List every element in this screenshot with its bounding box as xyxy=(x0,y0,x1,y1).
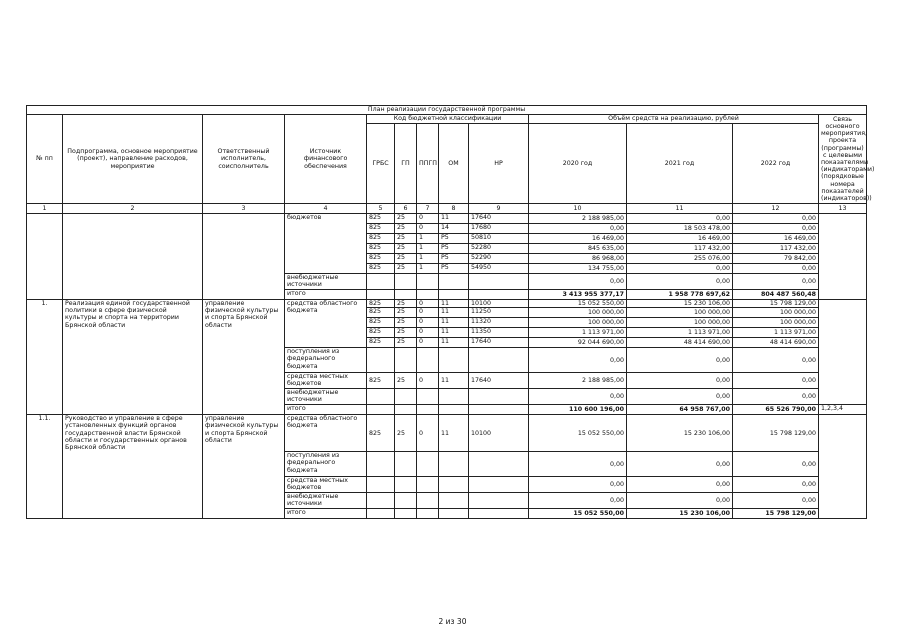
cell-nr: 17640 xyxy=(469,214,529,224)
cell-2022: 804 487 560,48 xyxy=(733,290,819,300)
cell-gp: 25 xyxy=(395,338,417,348)
table-row xyxy=(27,300,867,308)
cell-2021: 0,00 xyxy=(627,493,733,509)
cell-2021: 0,00 xyxy=(627,452,733,477)
cell-2020: 15 052 550,00 xyxy=(529,415,627,452)
cell-2022: 48 414 690,00 xyxy=(733,338,819,348)
cell-2022: 100 000,00 xyxy=(733,308,819,318)
cell-2020: 1 113 971,00 xyxy=(529,328,627,338)
cell-gp: 25 xyxy=(395,308,417,318)
cell-2020: 16 469,00 xyxy=(529,234,627,244)
cell-2022: 0,00 xyxy=(733,224,819,234)
cell-2021: 16 469,00 xyxy=(627,234,733,244)
cell-om: 11 xyxy=(439,338,469,348)
cell-gp: 25 xyxy=(395,328,417,338)
cell-grbs: 825 xyxy=(367,415,395,452)
cell-2020: 110 600 196,00 xyxy=(529,405,627,415)
cell-gp: 25 xyxy=(395,254,417,264)
cell-link xyxy=(819,214,867,300)
cell-2021: 64 958 767,00 xyxy=(627,405,733,415)
cell-2022: 0,00 xyxy=(733,477,819,493)
cell-2021: 0,00 xyxy=(627,373,733,389)
cell-responsible: управление физической культуры и спорта Брянской области xyxy=(203,300,285,415)
cell-source: средства местных бюджетов xyxy=(285,477,367,493)
cell-pp: 1 xyxy=(417,234,439,244)
cell-source: внебюджетные источники xyxy=(285,389,367,405)
cell-grbs: 825 xyxy=(367,300,395,308)
cell-2022: 0,00 xyxy=(733,348,819,373)
header-om: ОМ xyxy=(439,124,469,204)
cell-2022: 0,00 xyxy=(733,214,819,224)
cell-pp: 0 xyxy=(417,415,439,452)
cell-2022: 16 469,00 xyxy=(733,234,819,244)
cell-2022: 1 113 971,00 xyxy=(733,328,819,338)
cell-2021: 100 000,00 xyxy=(627,318,733,328)
cell-responsible: управление физической культуры и спорта Брянской области xyxy=(203,415,285,519)
cell-2021: 18 503 478,00 xyxy=(627,224,733,234)
table-row xyxy=(27,415,867,452)
header-source: Источник финансового обеспечения xyxy=(285,115,367,204)
col-number: 12 xyxy=(733,204,819,214)
cell-2022: 0,00 xyxy=(733,264,819,274)
cell-gp: 25 xyxy=(395,214,417,224)
cell-gp: 25 xyxy=(395,244,417,254)
page-number: 2 из 30 xyxy=(438,617,467,626)
cell-gp: 25 xyxy=(395,264,417,274)
table-title: План реализации государственной программы xyxy=(27,106,867,115)
cell-2020: 92 044 690,00 xyxy=(529,338,627,348)
col-number: 9 xyxy=(469,204,529,214)
cell-grbs: 825 xyxy=(367,254,395,264)
cell-nr: 17680 xyxy=(469,224,529,234)
cell-source: итого xyxy=(285,405,367,415)
cell-pp: 0 xyxy=(417,300,439,308)
cell-grbs: 825 xyxy=(367,264,395,274)
cell-2021: 15 230 106,00 xyxy=(627,300,733,308)
cell-grbs: 825 xyxy=(367,338,395,348)
cell-2022: 15 798 129,00 xyxy=(733,415,819,452)
cell-2020: 134 755,00 xyxy=(529,264,627,274)
cell-gp: 25 xyxy=(395,224,417,234)
cell-2020: 0,00 xyxy=(529,452,627,477)
cell-gp: 25 xyxy=(395,234,417,244)
cell-pp: 0 xyxy=(417,328,439,338)
col-number: 1 xyxy=(27,204,63,214)
cell-2020: 15 052 550,00 xyxy=(529,509,627,519)
cell-om: 11 xyxy=(439,300,469,308)
cell-2021: 100 000,00 xyxy=(627,308,733,318)
cell-link: 1,2,3,4 xyxy=(819,405,867,415)
col-number: 4 xyxy=(285,204,367,214)
cell-2021: 1 958 778 697,62 xyxy=(627,290,733,300)
header-link: Связь основного мероприятия, проекта (программы) с целевыми показателями (индикаторами) (порядковые номера показателей (индикаторов)) xyxy=(819,115,867,204)
cell-responsible xyxy=(203,214,285,300)
col-number: 8 xyxy=(439,204,469,214)
cell-pp: 0 xyxy=(417,373,439,389)
cell-pp: 1 xyxy=(417,254,439,264)
cell-2020: 0,00 xyxy=(529,493,627,509)
cell-2022: 100 000,00 xyxy=(733,318,819,328)
cell-2021: 0,00 xyxy=(627,274,733,290)
cell-2020: 0,00 xyxy=(529,274,627,290)
cell-grbs: 825 xyxy=(367,244,395,254)
cell-pp: 0 xyxy=(417,224,439,234)
cell-program xyxy=(63,214,203,300)
cell-nr: 52290 xyxy=(469,254,529,264)
cell-om: 11 xyxy=(439,373,469,389)
cell-source: поступления из федерального бюджета xyxy=(285,348,367,373)
cell-2020: 845 635,00 xyxy=(529,244,627,254)
cell-nr: 11320 xyxy=(469,318,529,328)
cell-2021: 15 230 106,00 xyxy=(627,415,733,452)
cell-2022: 0,00 xyxy=(733,373,819,389)
col-number: 5 xyxy=(367,204,395,214)
cell-2021: 0,00 xyxy=(627,389,733,405)
header-2021: 2021 год xyxy=(627,124,733,204)
cell-gp: 25 xyxy=(395,415,417,452)
cell-source: бюджетов xyxy=(285,214,367,274)
cell-grbs: 825 xyxy=(367,373,395,389)
cell-2020: 0,00 xyxy=(529,224,627,234)
header-grbs: ГРБС xyxy=(367,124,395,204)
cell-grbs: 825 xyxy=(367,224,395,234)
plan-table xyxy=(26,105,875,519)
cell-2020: 0,00 xyxy=(529,389,627,405)
cell-2022: 79 842,00 xyxy=(733,254,819,264)
cell-pp: 0 xyxy=(417,318,439,328)
cell-om: 11 xyxy=(439,308,469,318)
cell-gp: 25 xyxy=(395,373,417,389)
cell-2022: 15 798 129,00 xyxy=(733,300,819,308)
cell-pp: 1 xyxy=(417,264,439,274)
cell-2022: 0,00 xyxy=(733,493,819,509)
cell-nr: 54950 xyxy=(469,264,529,274)
cell-program: Руководство и управление в сфере установленных функций органов государственной власти Брянской области и государственных органов Брянской области xyxy=(63,415,203,519)
cell-om: P5 xyxy=(439,264,469,274)
cell-nr: 11350 xyxy=(469,328,529,338)
cell-link xyxy=(819,300,867,405)
cell-no xyxy=(27,214,63,300)
col-number: 11 xyxy=(627,204,733,214)
header-2022: 2022 год xyxy=(733,124,819,204)
cell-2022: 65 526 790,00 xyxy=(733,405,819,415)
cell-2020: 2 188 985,00 xyxy=(529,373,627,389)
cell-2022: 117 432,00 xyxy=(733,244,819,254)
cell-2021: 0,00 xyxy=(627,477,733,493)
cell-2022: 0,00 xyxy=(733,452,819,477)
cell-om: 11 xyxy=(439,318,469,328)
cell-om: P5 xyxy=(439,254,469,264)
cell-2022: 15 798 129,00 xyxy=(733,509,819,519)
header-budget-code: Код бюджетной классификации xyxy=(367,115,529,124)
col-number: 2 xyxy=(63,204,203,214)
col-number: 10 xyxy=(529,204,627,214)
header-no: № пп xyxy=(27,115,63,204)
cell-om: P5 xyxy=(439,244,469,254)
cell-2021: 48 414 690,00 xyxy=(627,338,733,348)
cell-source: итого xyxy=(285,509,367,519)
header-2020: 2020 год xyxy=(529,124,627,204)
header-gp: ГП xyxy=(395,124,417,204)
cell-program: Реализация единой государственной политики в сфере физической культуры и спорта на территории Брянской области xyxy=(63,300,203,415)
cell-2021: 0,00 xyxy=(627,214,733,224)
cell-2021: 255 076,00 xyxy=(627,254,733,264)
cell-2020: 0,00 xyxy=(529,477,627,493)
cell-2021: 1 113 971,00 xyxy=(627,328,733,338)
header-responsible: Ответственный исполнитель, соисполнитель xyxy=(203,115,285,204)
cell-nr: 52280 xyxy=(469,244,529,254)
cell-grbs: 825 xyxy=(367,214,395,224)
cell-pp: 1 xyxy=(417,244,439,254)
column-numbers-row xyxy=(27,204,867,214)
cell-grbs: 825 xyxy=(367,308,395,318)
cell-2021: 15 230 106,00 xyxy=(627,509,733,519)
cell-om: 14 xyxy=(439,224,469,234)
header-row-1 xyxy=(27,115,867,124)
cell-gp: 25 xyxy=(395,300,417,308)
cell-2020: 100 000,00 xyxy=(529,318,627,328)
header-program: Подпрограмма, основное мероприятие (проект), направление расходов, мероприятие xyxy=(63,115,203,204)
cell-2020: 86 968,00 xyxy=(529,254,627,264)
cell-nr: 10100 xyxy=(469,300,529,308)
cell-link xyxy=(819,415,867,519)
cell-pp: 0 xyxy=(417,338,439,348)
cell-gp: 25 xyxy=(395,318,417,328)
cell-nr: 50810 xyxy=(469,234,529,244)
cell-nr: 11250 xyxy=(469,308,529,318)
cell-2022: 0,00 xyxy=(733,274,819,290)
cell-no: 1. xyxy=(27,300,63,415)
cell-2020: 3 413 955 377,17 xyxy=(529,290,627,300)
cell-source: средства местных бюджетов xyxy=(285,373,367,389)
cell-grbs: 825 xyxy=(367,328,395,338)
cell-pp: 0 xyxy=(417,308,439,318)
cell-grbs: 825 xyxy=(367,234,395,244)
cell-2021: 0,00 xyxy=(627,264,733,274)
col-number: 13 xyxy=(819,204,867,214)
col-number: 3 xyxy=(203,204,285,214)
title-row xyxy=(27,106,867,115)
cell-2020: 15 052 550,00 xyxy=(529,300,627,308)
cell-2020: 2 188 985,00 xyxy=(529,214,627,224)
cell-nr: 17640 xyxy=(469,373,529,389)
cell-2021: 0,00 xyxy=(627,348,733,373)
cell-source: средства областного бюджета xyxy=(285,415,367,452)
table-row xyxy=(27,214,867,224)
cell-om: 11 xyxy=(439,415,469,452)
cell-source: внебюджетные источники xyxy=(285,493,367,509)
cell-source: внебюджетные источники xyxy=(285,274,367,290)
cell-nr: 10100 xyxy=(469,415,529,452)
cell-grbs: 825 xyxy=(367,318,395,328)
header-nr: НР xyxy=(469,124,529,204)
cell-source: итого xyxy=(285,290,367,300)
cell-source: средства областного бюджета xyxy=(285,300,367,348)
cell-nr: 17640 xyxy=(469,338,529,348)
col-number: 7 xyxy=(417,204,439,214)
cell-2020: 100 000,00 xyxy=(529,308,627,318)
cell-om: 11 xyxy=(439,328,469,338)
cell-om: 11 xyxy=(439,214,469,224)
cell-om: P5 xyxy=(439,234,469,244)
cell-no: 1.1. xyxy=(27,415,63,519)
col-number: 6 xyxy=(395,204,417,214)
cell-2022: 0,00 xyxy=(733,389,819,405)
header-volume: Объём средств на реализацию, рублей xyxy=(529,115,819,124)
cell-2021: 117 432,00 xyxy=(627,244,733,254)
cell-source: поступления из федерального бюджета xyxy=(285,452,367,477)
cell-pp: 0 xyxy=(417,214,439,224)
header-ppgp: ППГП xyxy=(417,124,439,204)
cell-2020: 0,00 xyxy=(529,348,627,373)
